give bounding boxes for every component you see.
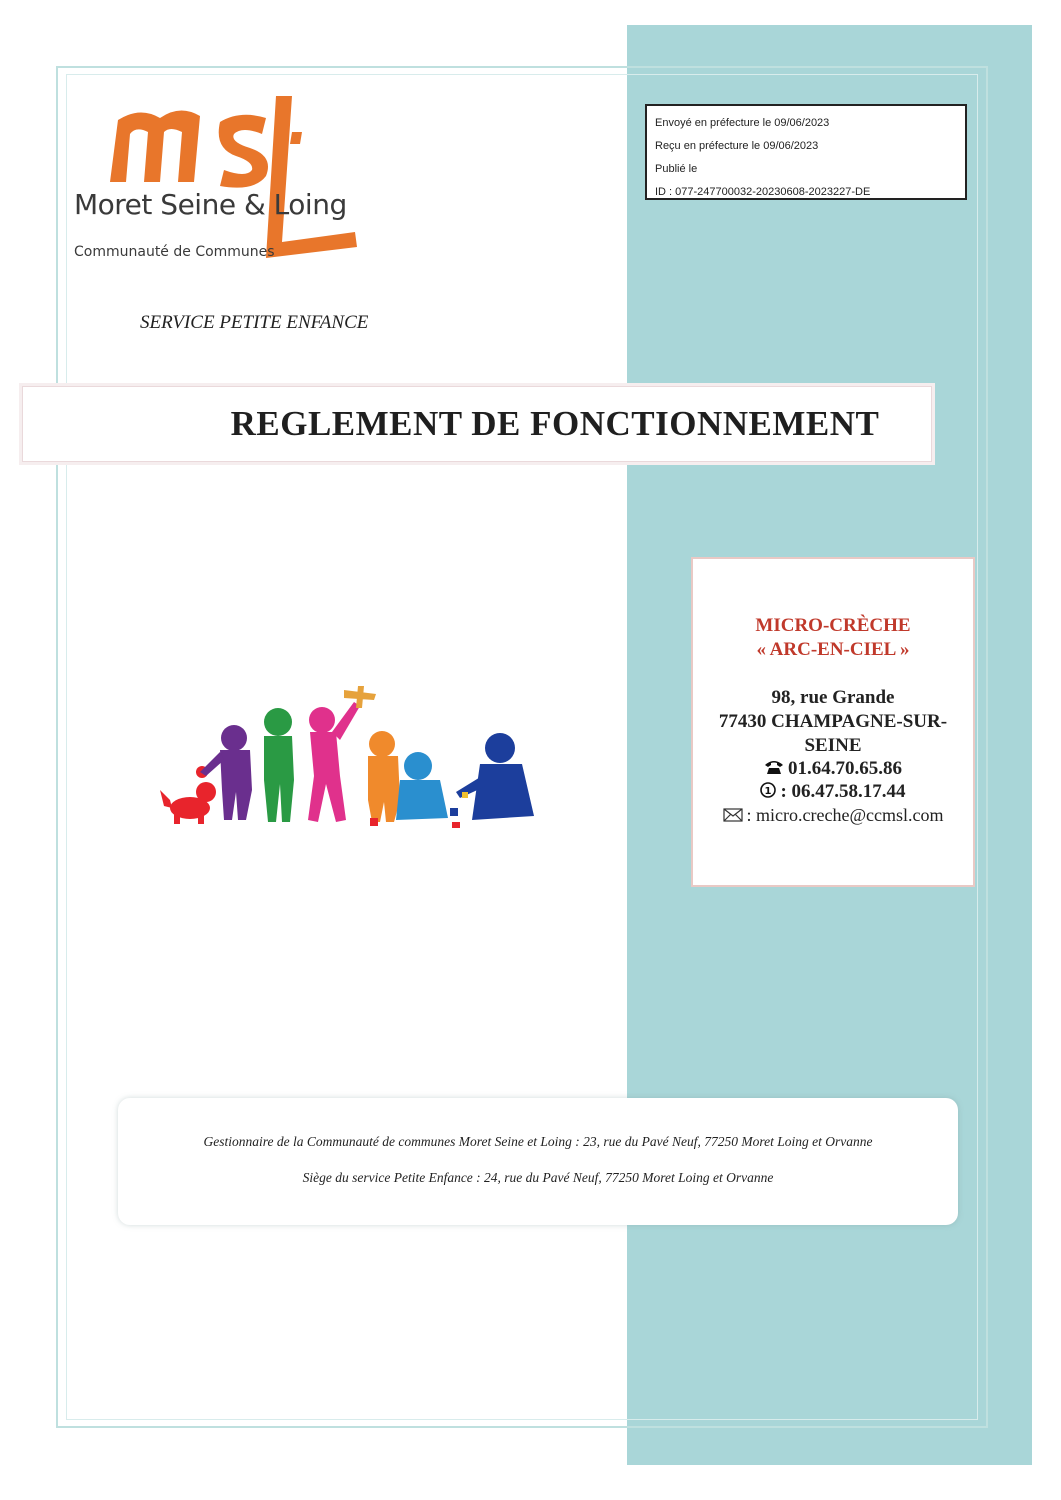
service-heading: SERVICE PETITE ENFANCE — [140, 312, 369, 333]
stamp-published: Publié le — [655, 163, 698, 175]
children-silhouettes-icon — [150, 680, 540, 830]
address-city-cont: SEINE — [804, 735, 862, 756]
creche-subname: « ARC-EN-CIEL » — [756, 639, 910, 660]
document-title: REGLEMENT DE FONCTIONNEMENT — [230, 404, 880, 443]
contact-card — [691, 557, 975, 887]
stamp-id: ID : 077-247700032-20230608-2023227-DE — [655, 186, 871, 198]
footer-box — [118, 1098, 958, 1225]
logo-subtitle: Communauté de Communes — [74, 244, 275, 260]
footer-headquarters: Siège du service Petite Enfance : 24, rue du Pavé Neuf, 77250 Moret Loing et Orvanne — [302, 1170, 774, 1185]
logo-name: Moret Seine & Loing — [74, 188, 347, 221]
phone-row — [693, 758, 973, 781]
address-street: 98, rue Grande — [771, 687, 895, 708]
mobile-icon — [760, 782, 776, 804]
creche-name: MICRO-CRÈCHE — [755, 615, 911, 636]
prefecture-stamp — [645, 104, 967, 200]
phone-number: 01.64.70.65.86 — [788, 758, 902, 779]
stamp-received: Reçu en préfecture le 09/06/2023 — [655, 140, 819, 152]
address-city: 77430 CHAMPAGNE-SUR- — [718, 711, 948, 732]
msl-logo — [70, 92, 370, 272]
svg-text:1: 1 — [764, 785, 772, 797]
email-row — [693, 805, 973, 827]
mobile-number: : 06.47.58.17.44 — [780, 781, 906, 802]
stamp-sent: Envoyé en préfecture le 09/06/2023 — [655, 117, 830, 129]
phone-icon — [764, 759, 784, 781]
footer-manager: Gestionnaire de la Communauté de communes Moret Seine et Loing : 23, rue du Pavé Neuf, 77250 Moret Loing et Orvanne — [203, 1134, 873, 1149]
mobile-row — [693, 781, 973, 804]
email-address: : micro.creche@ccmsl.com — [746, 805, 944, 825]
envelope-icon — [723, 806, 743, 827]
